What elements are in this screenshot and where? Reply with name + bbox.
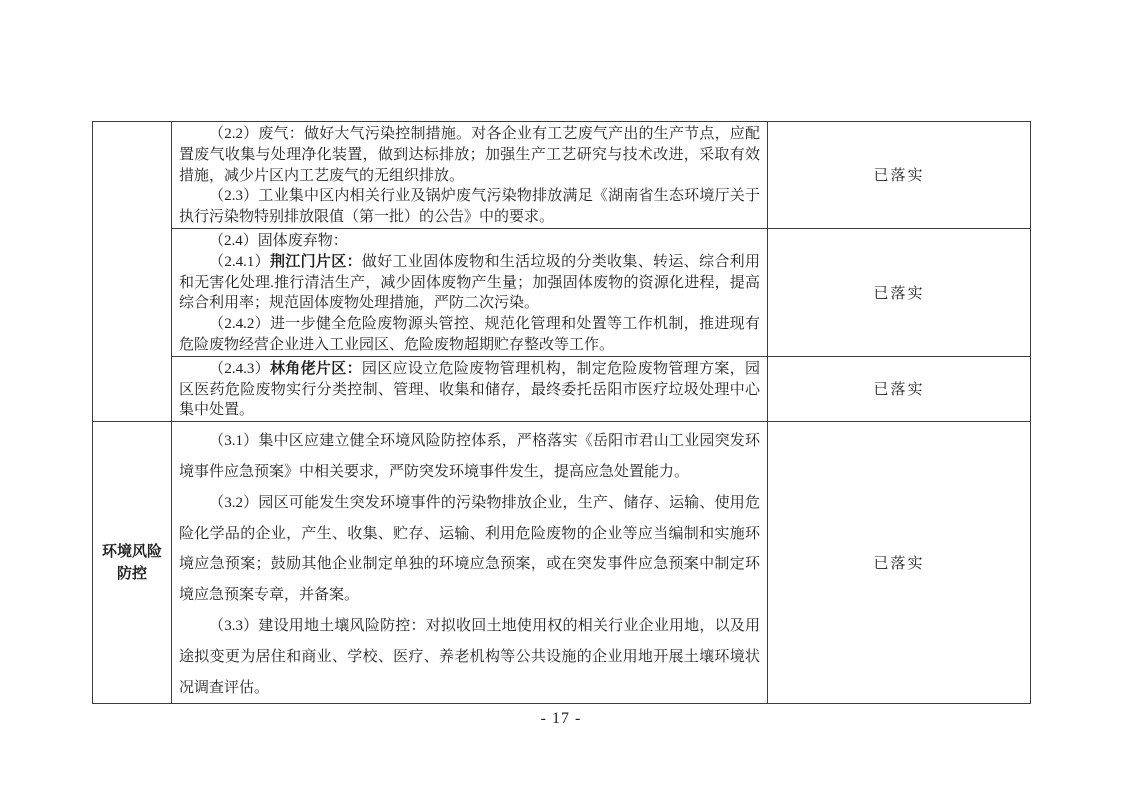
measures-table <box>92 121 1031 704</box>
measures-cell <box>172 228 768 356</box>
category-cell-environment-risk: 环境风险防控 <box>93 422 172 704</box>
status-cell: 已落实 <box>768 422 1031 704</box>
table-row <box>93 356 1031 421</box>
paragraph: （2.4.2）进一步健全危险废物源头管控、规范化管理和处置等工作机制，推进现有危险废物经营企业进入工业园区、危险废物超期贮存整改等工作。 <box>179 316 760 353</box>
paragraph: （3.1）集中区应建立健全环境风险防控体系，严格落实《岳阳市君山工业园突发环境事件应急预案》中相关要求，严防突发环境事件发生，提高应急处置能力。 <box>179 433 760 480</box>
paragraph: （2.3）工业集中区内相关行业及锅炉废气污染物排放满足《湖南省生态环境厅关于执行污染物特别排放限值（第一批）的公告》中的要求。 <box>179 188 760 226</box>
table-row <box>93 228 1031 356</box>
paragraph: （2.4.1）荆江门片区：做好工业固体废物和生活垃圾的分类收集、转运、综合利用和无害化处理.推行清洁生产，减少固体废物产生量；加强固体废物的资源化进程，提高综合利用率；规范固体废物处理措施，严防二次污染。 <box>179 253 760 312</box>
table-row <box>93 422 1031 704</box>
measures-cell <box>172 356 768 421</box>
page-number: - 17 - <box>540 710 582 727</box>
paragraph: （2.4.3）林角佬片区：园区应设立危险废物管理机构，制定危险废物管理方案，园区医药危险废物实行分类控制、管理、收集和储存，最终委托岳阳市医疗垃圾处理中心集中处置。 <box>179 360 760 419</box>
paragraph: （2.2）废气：做好大气污染控制措施。对各企业有工艺废气产出的生产节点，应配置废气收集与处理净化装置，做到达标排放；加强生产工艺研究与技术改进，采取有效措施，减少片区内工艺废气的无组织排放。 <box>179 126 760 184</box>
measures-cell <box>172 122 768 229</box>
measures-cell <box>172 422 768 704</box>
paragraph: （2.4）固体废弃物： <box>209 232 348 249</box>
category-cell-continued <box>93 122 172 422</box>
status-cell: 已落实 <box>768 228 1031 356</box>
paragraph: （3.2）园区可能发生突发环境事件的污染物排放企业，生产、储存、运输、使用危险化学品的企业，产生、收集、贮存、运输、利用危险废物的企业等应当编制和实施环境应急预案；鼓励其他企业制定单独的环境应急预案，或在突发事件应急预案中制定环境应急预案专章，并备案。 <box>179 494 760 604</box>
status-cell: 已落实 <box>768 122 1031 229</box>
table-row <box>93 122 1031 229</box>
paragraph: （3.3）建设用地土壤风险防控：对拟收回土地使用权的相关行业企业用地，以及用途拟变更为居住和商业、学校、医疗、养老机构等公共设施的企业用地开展土壤环境状况调查评估。 <box>179 617 760 696</box>
status-cell: 已落实 <box>768 356 1031 421</box>
